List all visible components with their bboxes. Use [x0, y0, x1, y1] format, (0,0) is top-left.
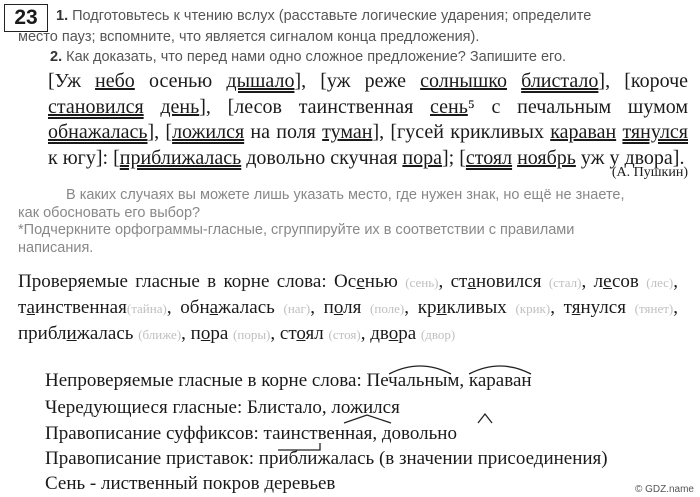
answer-fragment: жалась [76, 323, 139, 344]
answer-fragment: , дв [360, 323, 389, 344]
footer: © GDZ.name [634, 484, 694, 495]
task-1-text: Подготовьтесь к чтению вслух (расставьте логические ударения; определите [72, 8, 592, 24]
exercise-fragment: довольно скучная [241, 146, 403, 169]
predicate-word: дышало [226, 70, 295, 92]
exercise-fragment: ], [лесов таинственная [199, 95, 430, 118]
answer-fragment: , прибл [18, 297, 678, 344]
exercise-fragment: на поля [244, 121, 323, 143]
answer-fragment: , ст [438, 271, 468, 292]
exercise-fragment: осенью [134, 70, 227, 92]
line-unverifiable: Непроверяемые гласные в корне слова: Печальным, караван [45, 370, 532, 391]
exercise-fragment [144, 96, 161, 118]
task-1-number: 1. [56, 8, 69, 24]
answer-fragment: , л [581, 271, 604, 292]
check-word: (ближе) [138, 327, 182, 342]
vowel-mark: е [603, 271, 612, 292]
answer-fragment: , кр [404, 297, 437, 318]
vowel-mark: и [66, 323, 77, 344]
predicate-word: блистало [521, 70, 599, 92]
vowel-mark: о [333, 297, 344, 318]
exercise-fragment: ], [гусей крикливых [372, 121, 551, 143]
predicate-word: ложился [172, 121, 245, 143]
exercise-number: 23 [4, 4, 48, 32]
answer-fragment: нулся [580, 297, 635, 318]
exercise-fragment: ⁵ с печальным шумом [467, 95, 688, 118]
suffix-mark [475, 411, 495, 425]
vowel-mark: а [467, 271, 476, 292]
answer-fragment: ра [210, 323, 234, 344]
author: (А. Пушкин) [611, 165, 688, 180]
predicate-word: приближалась [119, 146, 242, 169]
answer-fragment: , ст [270, 323, 297, 344]
task-2-number: 2. [50, 49, 63, 65]
answer-checked-vowels [18, 269, 678, 347]
check-word: (стал) [548, 275, 582, 290]
task-2 [50, 49, 566, 65]
check-word: (сень) [405, 275, 439, 290]
exercise-fragment: ]; [ [442, 146, 466, 169]
check-word: (тайна) [126, 301, 167, 316]
check-word: (наг) [283, 301, 311, 316]
subject-word: пора [402, 146, 443, 169]
check-word: (крик) [515, 301, 551, 316]
vowel-mark: о [388, 323, 399, 344]
vowel-mark: а [209, 297, 219, 318]
check-word: (двор) [420, 327, 456, 342]
subject-word: караван [550, 121, 617, 143]
question-line-1: В каких случаях вы можете лишь указать место, где нужен знак, но ещё не знаете, [66, 187, 625, 203]
subject-word: туман [322, 121, 373, 143]
answer-fragment: новился [475, 271, 549, 292]
check-word: (поры) [233, 327, 271, 342]
answer-fragment: сов [611, 271, 647, 292]
check-word: (поле) [370, 301, 405, 316]
predicate-word: стоял [465, 146, 513, 169]
vowel-mark: и [436, 297, 447, 318]
task-1-cont: место пауз; вспомните, что является сигналом конца предложения). [18, 29, 480, 45]
vowel-mark: е [356, 271, 365, 292]
vowel-mark: а [26, 297, 35, 318]
exercise-fragment: ], [короче [598, 70, 689, 92]
answer-fragment: , п [310, 297, 334, 318]
question-line-3: *Подчеркните орфограммы-гласные, сгруппируйте их в соответствии с правилами [18, 222, 575, 238]
answer-fragment: ля [343, 297, 371, 318]
exercise-fragment: ], [уж реже [294, 70, 421, 92]
predicate-word: тянулся [622, 121, 688, 143]
predicate-word: становился [48, 95, 144, 118]
exercise-fragment: к югу]: [ [48, 146, 120, 169]
check-word: (стоя) [328, 327, 361, 342]
line-prefixes: Правописание приставок: приближалась (в значении присоединения) [45, 448, 608, 469]
answer-fragment: кливых [446, 297, 516, 318]
subject-word: ноябрь [517, 146, 576, 169]
exercise-fragment: ], [ [147, 121, 173, 143]
answer-fragment: , обн [166, 297, 210, 318]
answer-fragment: Проверяемые гласные в корне слова: Ос [18, 271, 357, 292]
exercise-text [48, 69, 688, 171]
vowel-mark: о [200, 323, 211, 344]
line-definition: Сень - лиственный покров деревьев [45, 473, 336, 494]
answer-fragment: жалась [218, 297, 284, 318]
subject-word: день [160, 95, 200, 118]
answer-fragment: инственная [34, 297, 127, 318]
task-1 [56, 8, 591, 24]
line-alternating: Чередующиеся гласные: Блистало, ложился [45, 397, 400, 418]
answer-fragment: нью [364, 271, 406, 292]
answer-fragment: ра [398, 323, 421, 344]
answer-fragment: , т [18, 271, 679, 318]
exercise-fragment: [Уж [48, 70, 96, 92]
exercise-fragment [507, 70, 521, 92]
vowel-mark: о [296, 323, 306, 344]
answer-fragment: ял [305, 323, 329, 344]
answer-fragment: , т [550, 297, 572, 318]
subject-word: солнышко [420, 70, 507, 92]
check-word: (лес) [646, 275, 674, 290]
exercise-fragment: уж у двора]. [575, 146, 685, 169]
answer-fragment: , п [181, 323, 201, 344]
check-word: (тянет) [634, 301, 674, 316]
line-suffixes: Правописание суффиксов: таинственная, довольно [45, 423, 457, 444]
predicate-word: обнажалась [48, 121, 148, 143]
subject-word: небо [95, 70, 135, 92]
question-line-2: как обосновать его выбор? [18, 205, 201, 221]
task-2-text: Как доказать, что перед нами одно сложное предложение? Запишите его. [66, 49, 567, 65]
vowel-mark: я [571, 297, 581, 318]
subject-word: сень [430, 95, 468, 118]
question-line-4: написания. [18, 240, 94, 256]
